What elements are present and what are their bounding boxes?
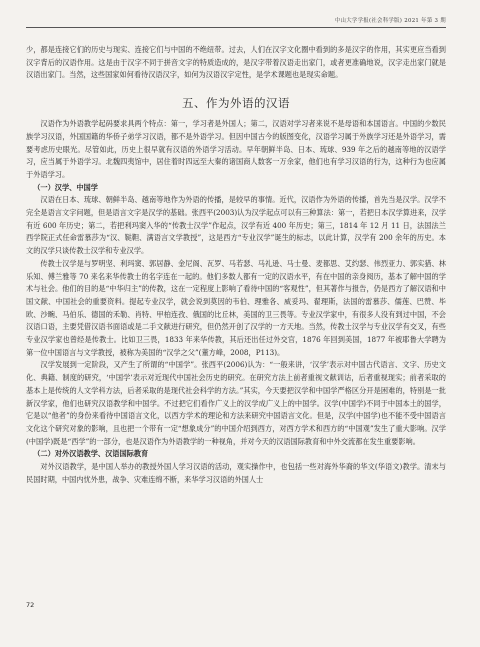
intro-paragraph: 少，都是连接它们的历史与现实、连接它们与中国的不绝纽带。过去，人们在汉字文化圈中看到的多是汉字的作用，其实更应当看到汉字背后的汉语作用。这是由于汉字不同于拼音文字的特质造成的，是汉字带着汉语走出家门，或者更准确地说，汉字走出家门就是汉语出家门。当然，这些国家如何看待汉语汉字，如何为汉语汉字定性，是学术课题也是现实命题。: [26, 45, 446, 80]
page-number: 72: [26, 601, 35, 609]
paragraph: 传教士汉学是与罗明坚、利玛窦、郭居静、金尼阁、瓦罗、马若瑟、马礼逊、马士曼、麦都思、艾约瑟、伟烈亚力、郭实猎、林乐知、傅兰雅等 70 来名来华传教士的名字连在一起的。他们多数人都有一定的汉语水平，有在中国的亲身阅历，基本了解中国的学术与社会。他们的目的是“中华归主”的传教，这在一定程度上影响了看待中国的“客观性”，但其著作与报告，仍是西方了解汉语和中国文献、中国社会的重要资料。提起专业汉学，就会说到莫因的韦伯、理雅各、威妥玛、翟理斯，法国的雷慕莎、儒莲、巴赞、毕欧、沙畹、马伯乐、德国的禾勒、肖特、甲柏连孜、俄国的比丘林，美国的卫三畏等。专业汉学家中，有很多人没有到过中国，不会汉语口语，主要凭借汉语书面语或是二手文献进行研究，但仍然开创了汉学的一方天地。当然，传教士汉学与专业汉学有交叉，有些专业汉学家也曾经是传教士。比如卫三畏，1833 年来华传教，其后还出任过外交官，1876 年回到美国，1877 年被耶鲁大学聘为第一位中国语言与文学教授，被称为美国的“汉学之父”(董方峰，2008，P113)。: [26, 258, 446, 357]
paragraph: 汉语在日本、琉球、朝鲜半岛、越南等地作为外语的传播，是较早的事情。近代，汉语作为外语的传播，首先当是汉学。汉学不完全是语言文字问题，但是语言文字是汉学的基础。张西平(2003)认为汉学起点可以有三种算法：第一，若把日本汉学算进来，汉学有近 600 年历史；第二，若把利玛窦入华的“传教士汉学”作起点，汉学有近 400 年历史；第三，1814 年 12 月 11 日，法国法兰西学院正式任命雷慕莎为“汉、鞑靼、满语言文学教授”，这是西方“专业汉学”诞生的标志，以此计算，汉学有 200 余年的历史。本文的汉学只谈传教士汉学和专业汉学。: [26, 195, 446, 256]
running-header: 中山大学学报(社会科学版) 2021 年第 3 期: [334, 18, 446, 24]
paragraph: 对外汉语教学，是中国人举办的教授外国人学习汉语的活动，观实操作中，也包括一些对海外华裔的华文(华语文)教学。清末与民国时期，中国内忧外患，战争、灾难连绵不断，来华学习汉语的外国人士: [26, 462, 446, 484]
subsection-heading: （二）对外汉语教学、汉语国际教育: [33, 449, 149, 459]
paragraph: 汉语作为外语教学起码要求具两个特点：第一，学习者是外国人；第二，汉语对学习者来说不是母语和本国语言。中国的少数民族学习汉语，外国国籍的华侨子弟学习汉语，都不是外语学习。但因中国古今的版图变化，汉语学习属于外族学习还是外语学习，需要考虑历史眼光。尽管如此，历史上很早就有汉语的外语学习活动。早年朝鲜半岛、日本、琉球、939 年之后的越南等地的汉语学习，应当属于外语学习。北魏四夷馆中，居住着时四远至大秦的诸国商人数客一万余家，他们也有学习汉语的行为，这种行为也应属于外语学习。: [26, 119, 446, 179]
subsection-heading: （一）汉学、中国学: [33, 182, 98, 192]
article-body: [26, 44, 446, 487]
paragraph: 汉学发展到一定阶段，又产生了所谓的“中国学”。张西平(2006)认为：“一般来讲，‘汉学’表示对中国古代语言、文字、历史文化、典籍、制度的研究，‘中国学’表示对近现代中国社会历史的研究。在研究方法上前者重视文献训诂，后者重视现实；前者采取的基本上是传统的人文学科方法，后者采取的是现代社会科学的方法。”其实，今天要把汉学和中国学严格区分开是困难的，特别是一批新汉学家，他们也研究汉语教学和中国学。不过把它们看作广义上的汉学成广义上的中国学。汉学(中国学)不同于中国本土的国学，它是以“他者”的身份来看待中国语言文化，以西方学术的理论和方法来研究中国语言文化。但是，汉学(中国学)也不能不受中国语言文化这个研究对象的影响，且也把一个带有一定“想象成分”的中国介绍到西方，对西方学术和西方的“中国观”发生了重大影响。汉学(中国学)既是“西学”的一部分，也是汉语作为外语教学的一种视角，并对今天的汉语国际教育和中外交流都在发生重要影响。: [26, 360, 446, 446]
section-title: 五、作为外语的汉语: [182, 96, 290, 111]
header-divider: [26, 27, 446, 28]
